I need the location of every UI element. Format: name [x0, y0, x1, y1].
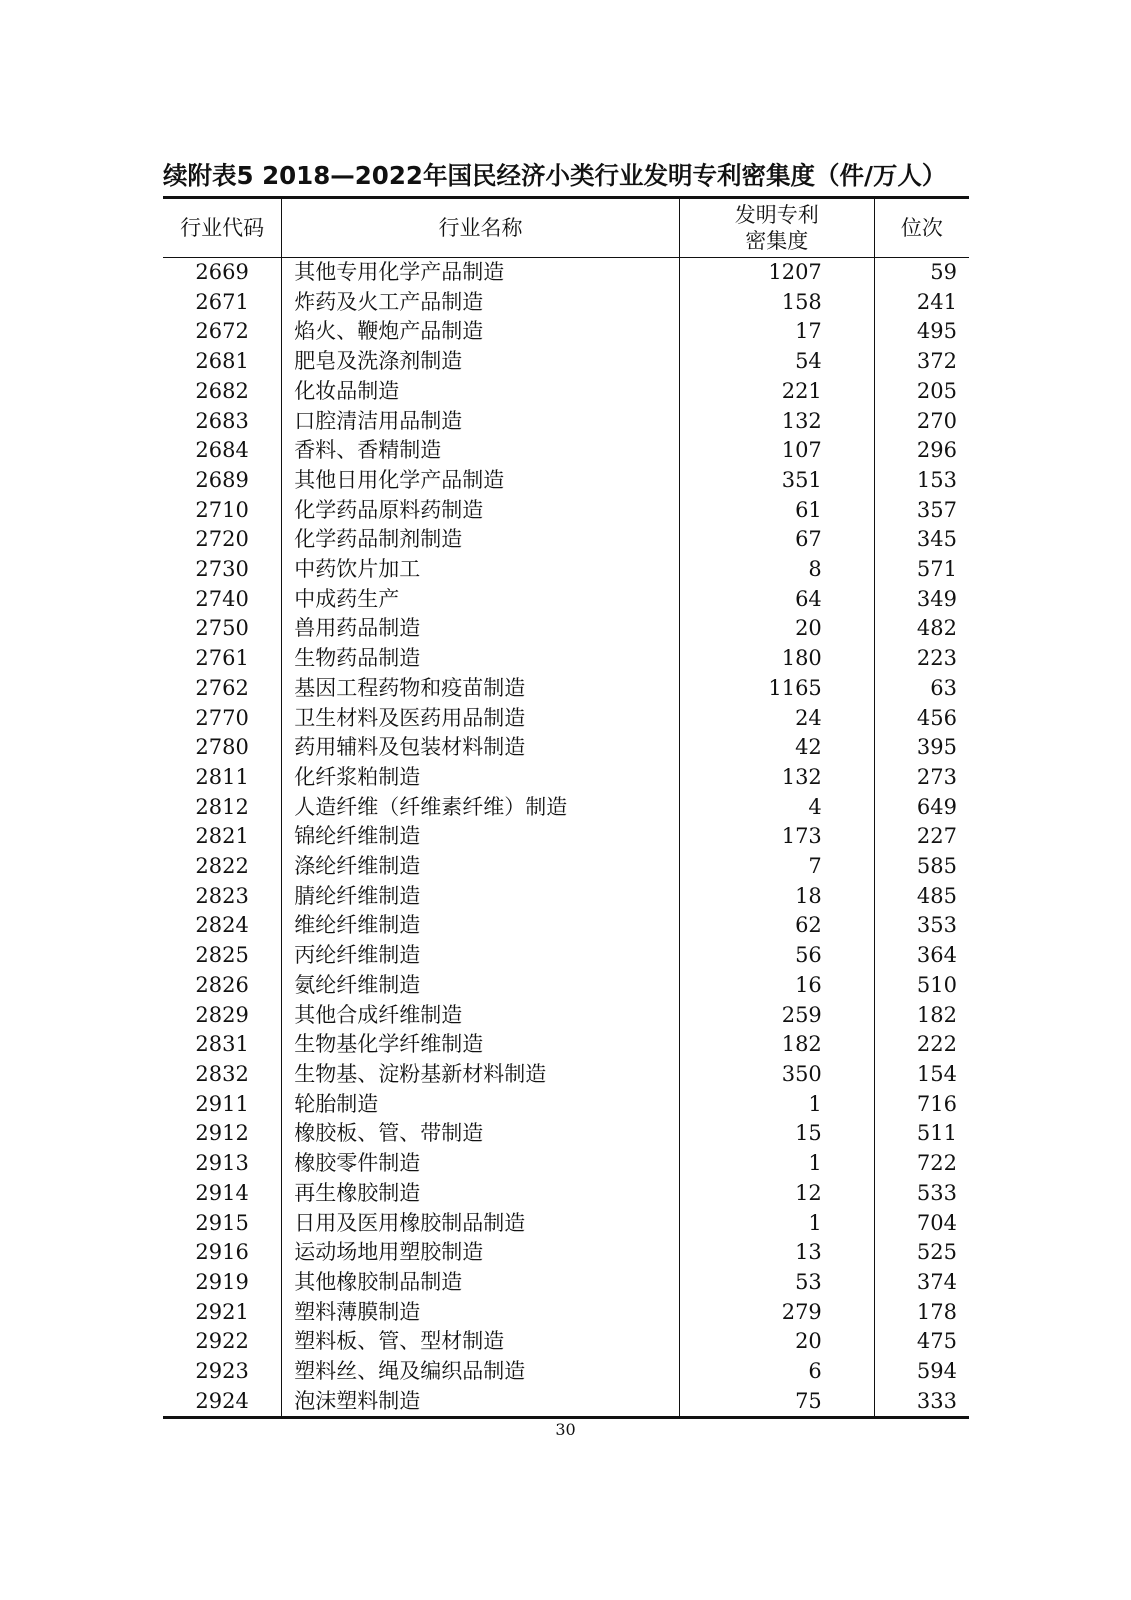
- cell-patent-density: 1207: [679, 258, 874, 288]
- cell-industry-name: 塑料薄膜制造: [282, 1298, 679, 1328]
- cell-patent-density: 53: [679, 1268, 874, 1298]
- cell-patent-density: 12: [679, 1179, 874, 1209]
- cell-industry-name: 生物基、淀粉基新材料制造: [282, 1060, 679, 1090]
- cell-rank: 59: [930, 260, 957, 284]
- cell-industry-code: 2924: [195, 1388, 249, 1413]
- cell-industry-name: 轮胎制造: [282, 1090, 679, 1120]
- cell-industry-code: 2823: [195, 883, 249, 908]
- cell-industry-name: 化妆品制造: [282, 377, 679, 407]
- cell-rank: 372: [916, 349, 957, 374]
- cell-industry-code: 2825: [195, 943, 249, 968]
- header-industry-code: 行业代码: [163, 198, 282, 258]
- table-row: [163, 733, 969, 763]
- cell-patent-density: 24: [679, 704, 874, 734]
- cell-industry-code: 2916: [195, 1240, 249, 1265]
- cell-industry-name: 泡沫塑料制造: [282, 1387, 679, 1418]
- cell-industry-name: 化纤浆粕制造: [282, 763, 679, 793]
- table-row: [163, 1001, 969, 1031]
- cell-industry-code: 2669: [195, 260, 249, 284]
- cell-rank: 485: [916, 883, 957, 908]
- cell-industry-code: 2919: [195, 1269, 249, 1294]
- cell-rank: 374: [916, 1269, 957, 1294]
- cell-industry-name: 运动场地用塑胶制造: [282, 1238, 679, 1268]
- cell-rank: 205: [916, 378, 957, 403]
- cell-patent-density: 1: [679, 1149, 874, 1179]
- cell-patent-density: 62: [679, 911, 874, 941]
- cell-rank: 482: [916, 616, 957, 641]
- cell-industry-name: 化学药品制剂制造: [282, 525, 679, 555]
- cell-industry-name: 基因工程药物和疫苗制造: [282, 674, 679, 704]
- cell-rank: 270: [916, 408, 957, 433]
- cell-patent-density: 64: [679, 585, 874, 615]
- cell-patent-density: 20: [679, 614, 874, 644]
- cell-rank: 227: [916, 824, 957, 849]
- cell-rank: 178: [916, 1299, 957, 1324]
- table-row: [163, 911, 969, 941]
- cell-patent-density: 16: [679, 971, 874, 1001]
- cell-industry-name: 炸药及火工产品制造: [282, 288, 679, 318]
- table-row: [163, 793, 969, 823]
- cell-industry-code: 2740: [195, 586, 249, 611]
- cell-patent-density: 18: [679, 882, 874, 912]
- cell-industry-code: 2922: [195, 1329, 249, 1354]
- cell-rank: 357: [916, 497, 957, 522]
- cell-industry-name: 生物药品制造: [282, 644, 679, 674]
- table-row: [163, 763, 969, 793]
- table-row: [163, 704, 969, 734]
- table-row: [163, 822, 969, 852]
- cell-patent-density: 158: [679, 288, 874, 318]
- cell-industry-name: 锦纶纤维制造: [282, 822, 679, 852]
- cell-industry-code: 2682: [195, 378, 249, 403]
- header-industry-name: 行业名称: [282, 198, 679, 258]
- cell-patent-density: 350: [679, 1060, 874, 1090]
- cell-rank: 223: [916, 646, 957, 671]
- cell-industry-code: 2822: [195, 854, 249, 879]
- cell-patent-density: 67: [679, 525, 874, 555]
- cell-industry-code: 2710: [195, 497, 249, 522]
- cell-industry-name: 其他日用化学产品制造: [282, 466, 679, 496]
- cell-rank: 475: [916, 1329, 957, 1354]
- table-row: [163, 1268, 969, 1298]
- cell-rank: 241: [916, 289, 957, 314]
- cell-rank: 222: [916, 1032, 957, 1057]
- cell-rank: 649: [916, 794, 957, 819]
- cell-industry-code: 2684: [195, 438, 249, 463]
- cell-rank: 364: [916, 943, 957, 968]
- table-row: [163, 1179, 969, 1209]
- cell-industry-code: 2681: [195, 349, 249, 374]
- table-row: [163, 941, 969, 971]
- cell-industry-name: 塑料丝、绳及编织品制造: [282, 1357, 679, 1387]
- table-row: [163, 496, 969, 526]
- cell-industry-code: 2921: [195, 1299, 249, 1324]
- cell-industry-code: 2914: [195, 1180, 249, 1205]
- cell-industry-name: 维纶纤维制造: [282, 911, 679, 941]
- cell-patent-density: 7: [679, 852, 874, 882]
- cell-rank: 716: [916, 1091, 957, 1116]
- cell-industry-code: 2720: [195, 527, 249, 552]
- cell-rank: 353: [916, 913, 957, 938]
- page-number: 30: [555, 1420, 576, 1439]
- cell-patent-density: 20: [679, 1327, 874, 1357]
- table-row: [163, 436, 969, 466]
- cell-industry-code: 2811: [195, 764, 249, 789]
- table-row: [163, 1119, 969, 1149]
- cell-rank: 510: [916, 972, 957, 997]
- table-row: [163, 1090, 969, 1120]
- table-row: [163, 377, 969, 407]
- cell-patent-density: 54: [679, 347, 874, 377]
- table-row: [163, 407, 969, 437]
- cell-rank: 273: [916, 764, 957, 789]
- cell-rank: 594: [916, 1359, 957, 1384]
- table-row: [163, 614, 969, 644]
- cell-rank: 63: [930, 675, 957, 700]
- cell-industry-code: 2831: [195, 1032, 249, 1057]
- cell-rank: 154: [916, 1061, 957, 1086]
- cell-industry-code: 2750: [195, 616, 249, 641]
- cell-industry-code: 2913: [195, 1151, 249, 1176]
- cell-industry-code: 2761: [195, 646, 249, 671]
- table-row: [163, 674, 969, 704]
- cell-industry-code: 2832: [195, 1061, 249, 1086]
- cell-rank: 349: [916, 586, 957, 611]
- cell-patent-density: 17: [679, 317, 874, 347]
- cell-industry-name: 丙纶纤维制造: [282, 941, 679, 971]
- cell-rank: 456: [916, 705, 957, 730]
- cell-industry-code: 2824: [195, 913, 249, 938]
- cell-industry-name: 生物基化学纤维制造: [282, 1030, 679, 1060]
- cell-industry-code: 2812: [195, 794, 249, 819]
- cell-industry-name: 腈纶纤维制造: [282, 882, 679, 912]
- cell-industry-name: 日用及医用橡胶制品制造: [282, 1209, 679, 1239]
- cell-patent-density: 173: [679, 822, 874, 852]
- cell-patent-density: 4: [679, 793, 874, 823]
- cell-rank: 495: [916, 319, 957, 344]
- cell-industry-name: 其他合成纤维制造: [282, 1001, 679, 1031]
- cell-patent-density: 1165: [679, 674, 874, 704]
- table-row: [163, 882, 969, 912]
- cell-industry-code: 2770: [195, 705, 249, 730]
- cell-patent-density: 259: [679, 1001, 874, 1031]
- header-patent-density: [679, 198, 874, 258]
- cell-industry-code: 2689: [195, 467, 249, 492]
- table-header-row: [163, 198, 969, 258]
- cell-industry-code: 2911: [195, 1091, 249, 1116]
- table-row: [163, 288, 969, 318]
- cell-rank: 533: [916, 1180, 957, 1205]
- header-rank: 位次: [874, 198, 969, 258]
- table-row: [163, 466, 969, 496]
- cell-industry-code: 2912: [195, 1121, 249, 1146]
- table-row: [163, 317, 969, 347]
- header-density-line2: 密集度: [745, 229, 809, 253]
- cell-patent-density: 132: [679, 763, 874, 793]
- cell-industry-name: 橡胶板、管、带制造: [282, 1119, 679, 1149]
- table-row: [163, 555, 969, 585]
- cell-industry-code: 2923: [195, 1359, 249, 1384]
- cell-patent-density: 1: [679, 1209, 874, 1239]
- cell-rank: 395: [916, 735, 957, 760]
- cell-rank: 153: [916, 467, 957, 492]
- cell-industry-code: 2829: [195, 1002, 249, 1027]
- cell-industry-code: 2915: [195, 1210, 249, 1235]
- cell-patent-density: 61: [679, 496, 874, 526]
- table-row: [163, 525, 969, 555]
- cell-industry-name: 卫生材料及医药用品制造: [282, 704, 679, 734]
- table-row: [163, 852, 969, 882]
- table-row: [163, 644, 969, 674]
- table-row: [163, 1060, 969, 1090]
- cell-patent-density: 75: [679, 1387, 874, 1418]
- cell-patent-density: 6: [679, 1357, 874, 1387]
- cell-patent-density: 182: [679, 1030, 874, 1060]
- cell-rank: 525: [916, 1240, 957, 1265]
- cell-patent-density: 132: [679, 407, 874, 437]
- table-row: [163, 1030, 969, 1060]
- cell-industry-name: 焰火、鞭炮产品制造: [282, 317, 679, 347]
- cell-rank: 182: [916, 1002, 957, 1027]
- cell-industry-code: 2671: [195, 289, 249, 314]
- table-row: [163, 1327, 969, 1357]
- cell-patent-density: 351: [679, 466, 874, 496]
- cell-patent-density: 15: [679, 1119, 874, 1149]
- cell-industry-name: 塑料板、管、型材制造: [282, 1327, 679, 1357]
- cell-patent-density: 56: [679, 941, 874, 971]
- cell-industry-name: 兽用药品制造: [282, 614, 679, 644]
- table-row: [163, 1209, 969, 1239]
- cell-industry-code: 2821: [195, 824, 249, 849]
- cell-industry-name: 药用辅料及包装材料制造: [282, 733, 679, 763]
- page-title: 续附表5 2018—2022年国民经济小类行业发明专利密集度（件/万人）: [163, 161, 947, 190]
- table-row: [163, 347, 969, 377]
- cell-patent-density: 107: [679, 436, 874, 466]
- cell-industry-name: 其他橡胶制品制造: [282, 1268, 679, 1298]
- table-row: [163, 1357, 969, 1387]
- cell-industry-code: 2780: [195, 735, 249, 760]
- cell-rank: 345: [916, 527, 957, 552]
- cell-industry-name: 橡胶零件制造: [282, 1149, 679, 1179]
- cell-rank: 722: [916, 1151, 957, 1176]
- cell-industry-name: 香料、香精制造: [282, 436, 679, 466]
- cell-industry-code: 2672: [195, 319, 249, 344]
- table-row: [163, 1238, 969, 1268]
- cell-industry-name: 再生橡胶制造: [282, 1179, 679, 1209]
- cell-industry-name: 氨纶纤维制造: [282, 971, 679, 1001]
- cell-rank: 585: [916, 854, 957, 879]
- cell-industry-name: 中药饮片加工: [282, 555, 679, 585]
- cell-industry-name: 人造纤维（纤维素纤维）制造: [282, 793, 679, 823]
- table-row: [163, 258, 969, 288]
- cell-patent-density: 279: [679, 1298, 874, 1328]
- table-row: [163, 1387, 969, 1418]
- cell-patent-density: 1: [679, 1090, 874, 1120]
- cell-industry-name: 其他专用化学产品制造: [282, 258, 679, 288]
- table-row: [163, 1298, 969, 1328]
- cell-rank: 333: [916, 1388, 957, 1413]
- cell-rank: 511: [916, 1121, 957, 1146]
- cell-industry-name: 口腔清洁用品制造: [282, 407, 679, 437]
- cell-industry-code: 2762: [195, 675, 249, 700]
- table-row: [163, 1149, 969, 1179]
- cell-rank: 704: [916, 1210, 957, 1235]
- cell-patent-density: 8: [679, 555, 874, 585]
- header-density-line1: 发明专利: [734, 203, 819, 227]
- cell-industry-code: 2826: [195, 972, 249, 997]
- cell-industry-code: 2730: [195, 557, 249, 582]
- cell-industry-name: 肥皂及洗涤剂制造: [282, 347, 679, 377]
- cell-industry-code: 2683: [195, 408, 249, 433]
- cell-industry-name: 中成药生产: [282, 585, 679, 615]
- cell-industry-name: 化学药品原料药制造: [282, 496, 679, 526]
- table-body: [163, 258, 969, 1418]
- cell-rank: 296: [916, 438, 957, 463]
- data-table: [163, 196, 969, 1419]
- cell-patent-density: 221: [679, 377, 874, 407]
- table-row: [163, 971, 969, 1001]
- cell-patent-density: 13: [679, 1238, 874, 1268]
- cell-patent-density: 180: [679, 644, 874, 674]
- cell-rank: 571: [916, 557, 957, 582]
- cell-patent-density: 42: [679, 733, 874, 763]
- table-row: [163, 585, 969, 615]
- cell-industry-name: 涤纶纤维制造: [282, 852, 679, 882]
